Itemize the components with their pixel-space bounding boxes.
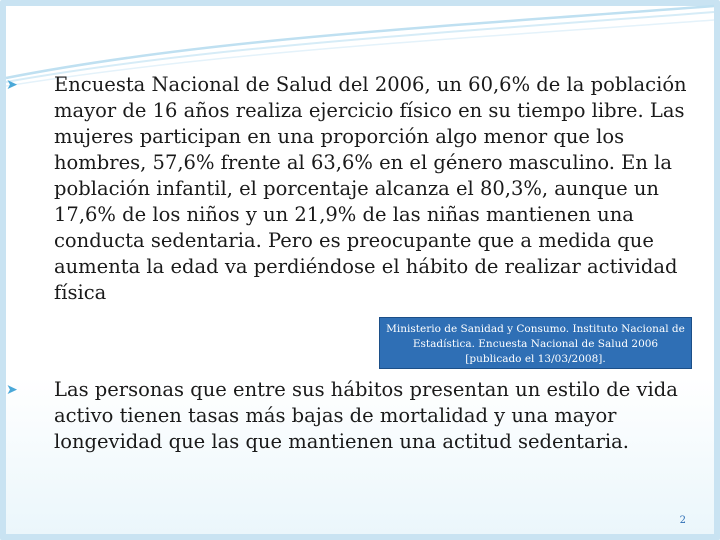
bullet-2-text: Las personas que entre sus hábitos presentan un estilo de vida activo tienen tasas más bajas de mortalidad y una mayor longevidad que las que mantienen una actitud sedentaria. — [54, 378, 678, 453]
arrow-bullet-icon: ➤ — [6, 77, 18, 93]
arrow-bullet-icon: ➤ — [6, 382, 18, 398]
source-citation-box — [379, 317, 692, 369]
bullet-paragraph-1 — [6, 72, 714, 306]
page-number: 2 — [679, 515, 686, 526]
bullet-paragraph-2 — [6, 377, 704, 455]
source-citation-text: Ministerio de Sanidad y Consumo. Instituto Nacional de Estadística. Encuesta Nacional de Salud 2006 [publicado el 13/03/2008]. — [386, 323, 685, 365]
bullet-1-text: Encuesta Nacional de Salud del 2006, un 60,6% de la población mayor de 16 años realiza ejercicio físico en su tiempo libre. Las mujeres participan en una proporción algo menor que los hombres, 57,6% frente al 63,6% en el género masculino. En la población infantil, el porcentaje alcanza el 80,3%, aunque un 17,6% de los niños y un 21,9% de las niñas mantienen una conducta sedentaria. Pero es preocupante que a medida que aumenta la edad va perdiéndose el hábito de realizar actividad física — [54, 73, 687, 304]
